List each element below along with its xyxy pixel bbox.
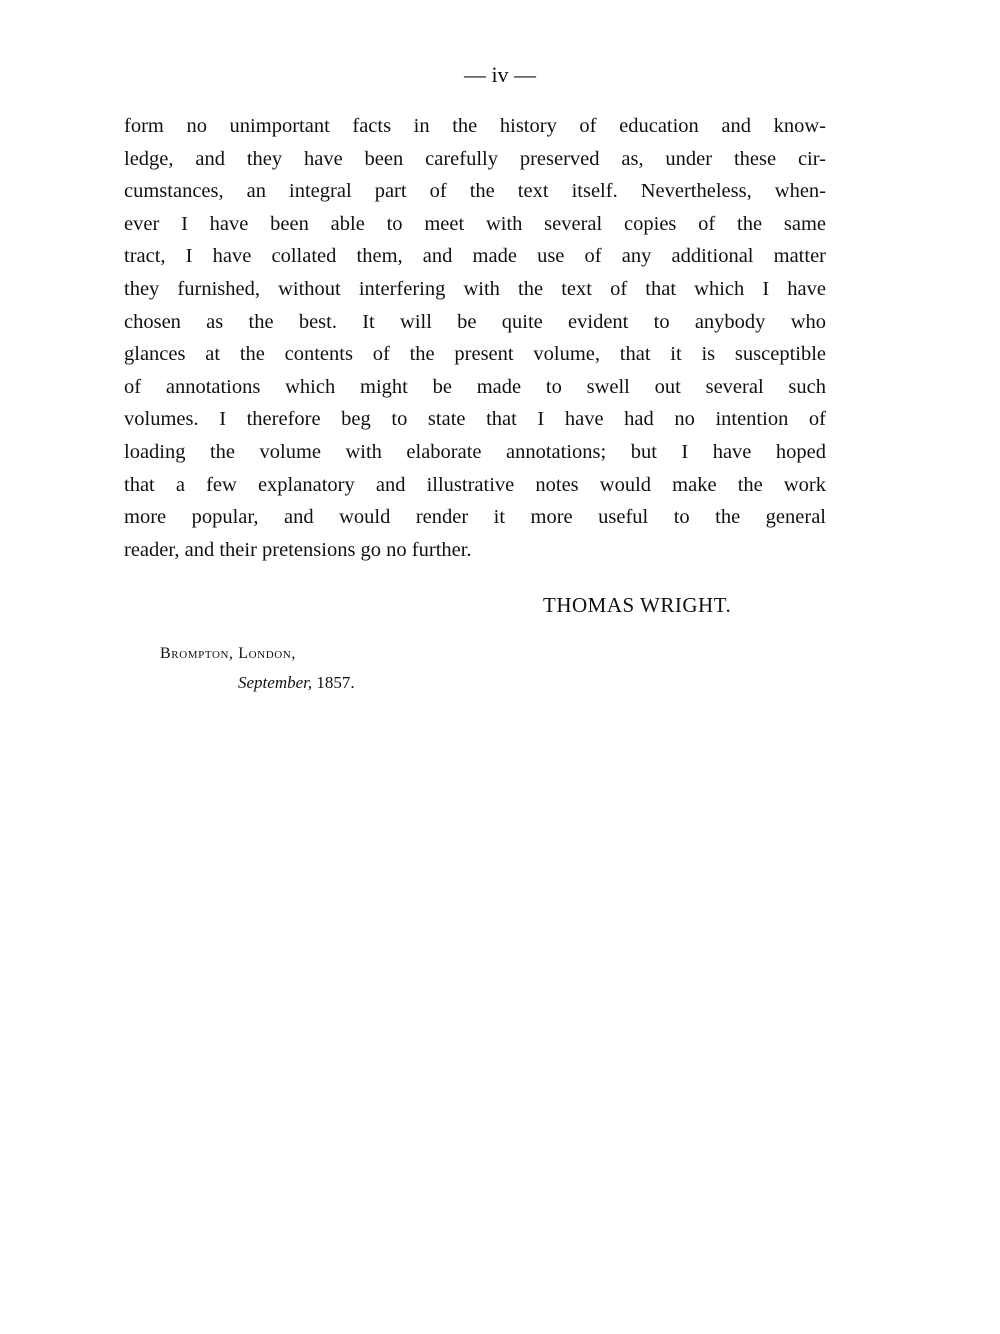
text-line: reader, and their pretensions go no further. — [124, 538, 472, 561]
text-line: ledge, and they have been carefully preserved as, under these cir- — [124, 147, 826, 170]
text-line: chosen as the best. It will be quite evident to anybody who — [124, 310, 826, 333]
author-signature: THOMAS WRIGHT. — [543, 593, 732, 617]
dateline-year: 1857. — [316, 673, 355, 692]
text-line: of annotations which might be made to swell out several such — [124, 375, 826, 398]
text-line: form no unimportant facts in the history of education and know- — [124, 115, 826, 137]
dateline-month: September, — [238, 673, 313, 692]
text-line: that a few explanatory and illustrative notes would make the work — [124, 473, 826, 496]
text-line: tract, I have collated them, and made use of any additional matter — [124, 245, 826, 268]
dateline-place: Brompton, London, — [160, 645, 296, 662]
text-line: glances at the contents of the present volume, that it is susceptible — [124, 343, 826, 366]
page-number: — iv — — [463, 62, 537, 87]
body-paragraph — [124, 110, 826, 566]
dateline-date — [238, 673, 355, 693]
text-line: ever I have been able to meet with several copies of the same — [124, 212, 826, 235]
text-line: volumes. I therefore beg to state that I have had no intention of — [124, 408, 826, 431]
text-line: loading the volume with elaborate annotations; but I have hoped — [124, 440, 826, 463]
text-line: they furnished, without interfering with the text of that which I have — [124, 277, 826, 300]
text-line: more popular, and would render it more useful to the general — [124, 506, 826, 529]
text-line: cumstances, an integral part of the text itself. Nevertheless, when- — [124, 180, 826, 203]
